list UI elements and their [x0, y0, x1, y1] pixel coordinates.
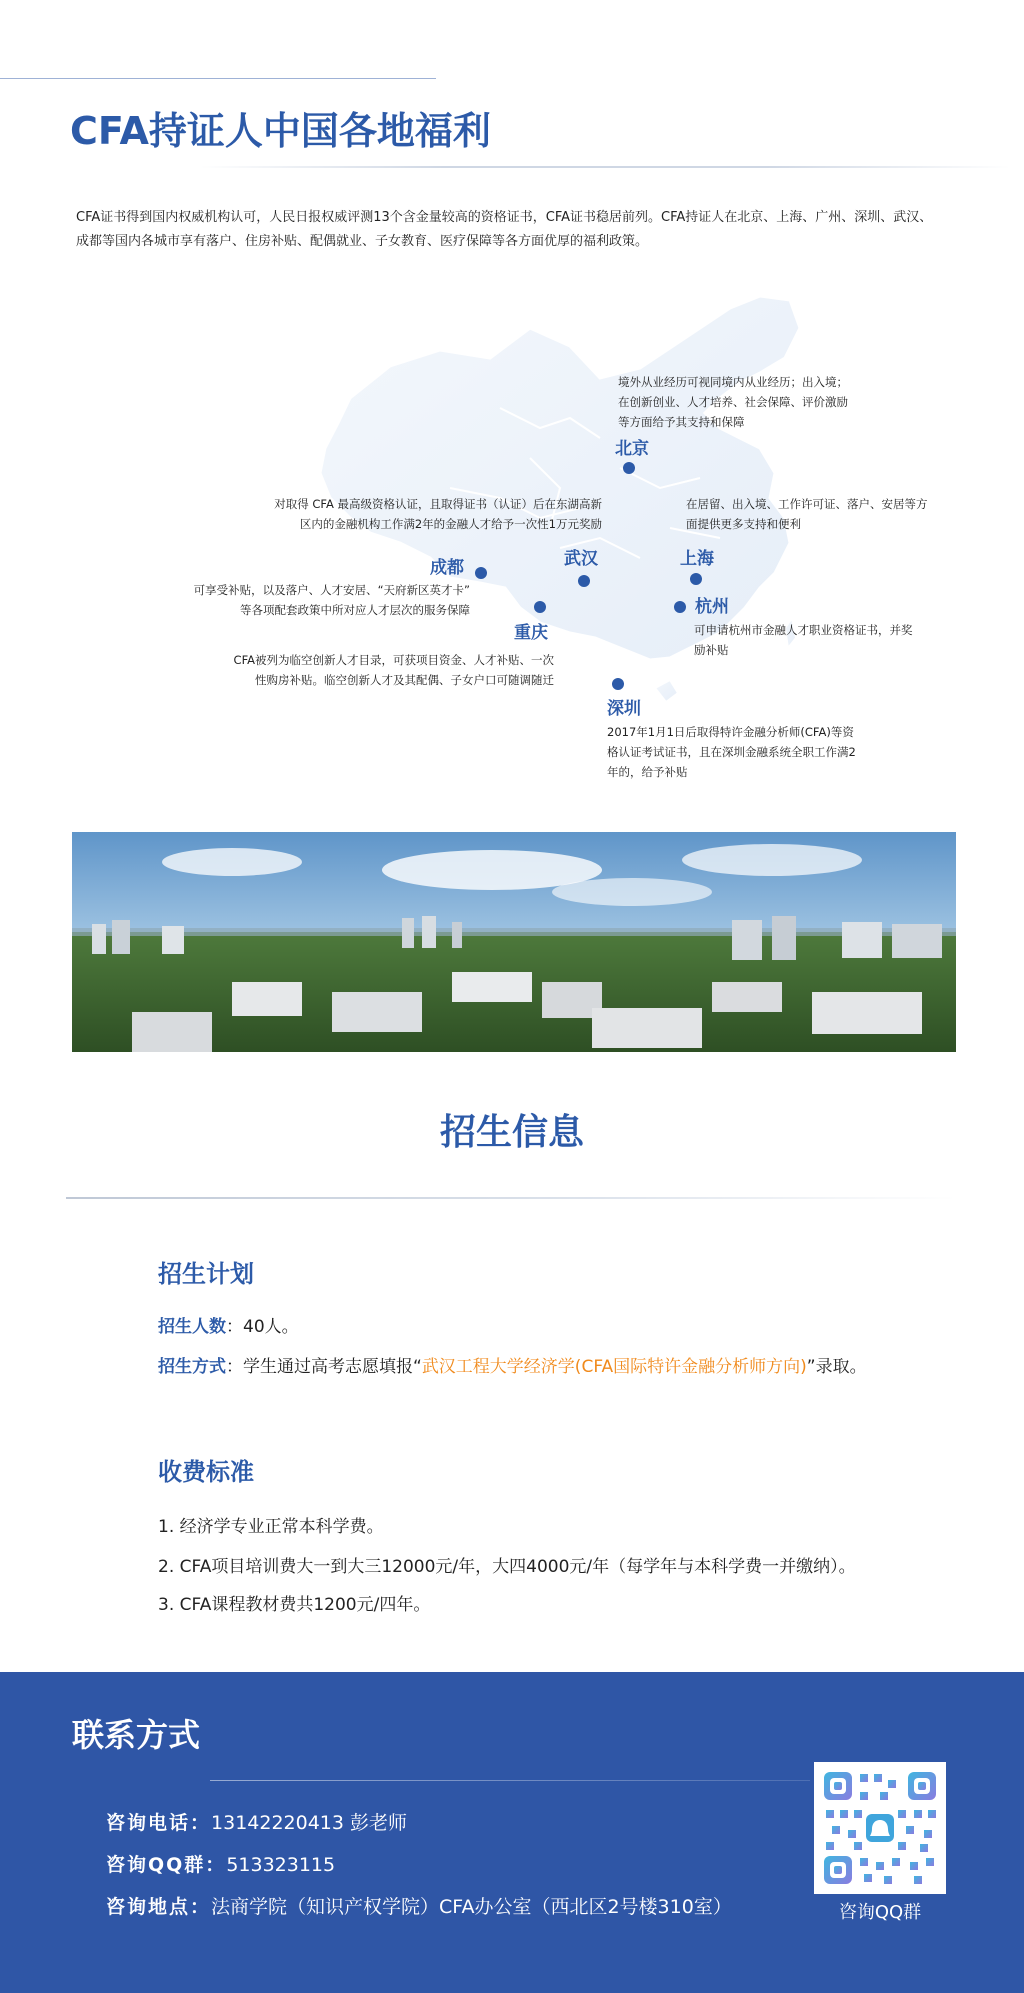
fee-item: 2. CFA项目培训费大一到大三12000元/年，大四4000元/年（每学年与本科学费一并缴纳）。	[158, 1557, 856, 1577]
contact-divider	[210, 1780, 810, 1781]
section-divider	[66, 1197, 956, 1199]
top-divider	[0, 78, 436, 79]
city-label-wuhan: 武汉	[564, 549, 598, 569]
qr-code-icon	[814, 1762, 946, 1894]
campus-photo-illustration	[72, 832, 956, 1052]
phone-label: 咨询电话：	[106, 1812, 212, 1834]
fee-item: 3. CFA课程教材费共1200元/四年。	[158, 1595, 431, 1615]
city-label-shenzhen: 深圳	[607, 699, 641, 719]
campus-photo	[72, 832, 956, 1052]
intro-line: CFA证书得到国内权威机构认可，人民日报权威评测13个含金量较高的资格证书，CFA证书稳居前列。CFA持证人在北京、上海、广州、深圳、武汉、	[76, 210, 933, 225]
city-dot-chongqing	[534, 601, 546, 613]
count-label: 招生人数	[158, 1317, 226, 1337]
city-label-chongqing: 重庆	[514, 623, 548, 643]
note-line: 境外从业经历可视同境内从业经历；出入境；	[618, 375, 848, 389]
note-line: 等各项配套政策中所对应人才层次的服务保障	[240, 603, 470, 617]
hangzhou-note	[694, 620, 913, 660]
note-line: 励补贴	[694, 643, 729, 657]
qq-label: 咨询QQ群：	[106, 1854, 227, 1876]
note-line: 区内的金融机构工作满2年的金融人才给予一次性1万元奖励	[299, 517, 602, 531]
city-label-beijing: 北京	[615, 439, 649, 459]
city-label-shanghai: 上海	[680, 549, 714, 569]
wuhan-note	[260, 494, 602, 534]
note-line: 年的，给予补贴	[607, 765, 688, 779]
note-line: 可申请杭州市金融人才职业资格证书，并奖	[694, 623, 913, 637]
enrollment-method	[158, 1352, 867, 1377]
contact-qq	[106, 1850, 335, 1877]
phone-value[interactable]: 13142220413 彭老师	[211, 1812, 408, 1834]
city-dot-chengdu	[475, 567, 487, 579]
fee-item: 1. 经济学专业正常本科学费。	[158, 1517, 384, 1537]
method-label: 招生方式	[158, 1357, 226, 1377]
note-line: 对取得 CFA 最高级资格认证，且取得证书（认证）后在东湖高新	[274, 497, 602, 511]
contact-phone	[106, 1808, 407, 1835]
chongqing-note	[200, 650, 554, 690]
subsection-title-plan: 招生计划	[158, 1260, 254, 1288]
city-dot-shenzhen	[612, 678, 624, 690]
page-title: CFA持证人中国各地福利	[70, 109, 491, 153]
note-line: 可享受补贴，以及落户、人才安居、“天府新区英才卡”	[193, 583, 470, 597]
note-line: 等方面给予其支持和保障	[618, 415, 745, 429]
method-highlight: 武汉工程大学经济学(CFA国际特许金融分析师方向)	[421, 1357, 807, 1377]
address-value: 法商学院（知识产权学院）CFA办公室（西北区2号楼310室）	[211, 1896, 732, 1918]
city-label-chengdu: 成都	[430, 558, 464, 578]
method-prefix: ：学生通过高考志愿填报“	[226, 1357, 422, 1377]
contact-title: 联系方式	[72, 1716, 201, 1754]
note-line: 性购房补贴。临空创新人才及其配偶、子女户口可随调随迁	[255, 673, 554, 687]
enrollment-count	[158, 1312, 299, 1337]
note-line: 格认证考试证书，且在深圳金融系统全职工作满2	[607, 745, 856, 759]
city-dot-wuhan	[578, 575, 590, 587]
contact-address	[106, 1892, 732, 1919]
chengdu-note	[150, 580, 470, 620]
note-line: 在居留、出入境、工作许可证、落户、安居等方	[686, 497, 928, 511]
address-label: 咨询地点：	[106, 1896, 212, 1918]
shenzhen-note	[607, 722, 856, 782]
qq-value[interactable]: 513323115	[226, 1854, 336, 1876]
title-divider	[200, 166, 1010, 168]
shanghai-note	[686, 494, 928, 534]
qq-group-qr-code[interactable]	[814, 1762, 946, 1894]
subsection-title-fees: 收费标准	[158, 1458, 254, 1486]
city-label-hangzhou: 杭州	[695, 597, 729, 617]
city-dot-hangzhou	[674, 601, 686, 613]
note-line: 在创新创业、人才培养、社会保障、评价激励	[618, 395, 848, 409]
method-suffix: ”录取。	[806, 1357, 867, 1377]
city-dot-beijing	[623, 462, 635, 474]
beijing-note	[618, 372, 848, 432]
section-title-enrollment: 招生信息	[439, 1112, 584, 1153]
intro-line: 成都等国内各城市享有落户、住房补贴、配偶就业、子女教育、医疗保障等各方面优厚的福利政策。	[76, 234, 649, 249]
note-line: 面提供更多支持和便利	[686, 517, 801, 531]
note-line: CFA被列为临空创新人才目录，可获项目资金、人才补贴、一次	[233, 653, 554, 667]
count-value: ：40人。	[226, 1317, 299, 1337]
intro-paragraph	[76, 206, 966, 254]
qr-caption: 咨询QQ群	[838, 1902, 922, 1923]
note-line: 2017年1月1日后取得特许金融分析师(CFA)等资	[607, 725, 854, 739]
city-dot-shanghai	[690, 573, 702, 585]
